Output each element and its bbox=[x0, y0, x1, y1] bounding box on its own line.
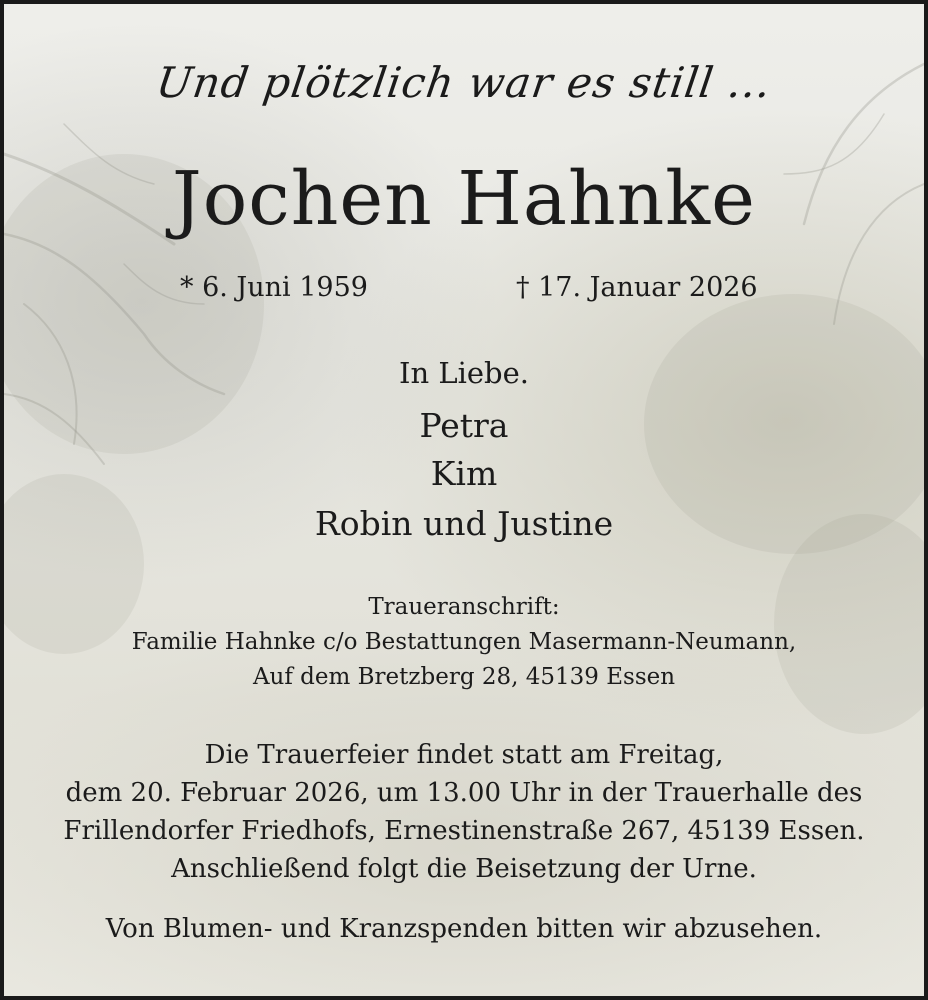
ceremony-line: Anschließend folgt die Beisetzung der Urne. bbox=[171, 854, 757, 884]
address-line: Familie Hahnke c/o Bestattungen Masermann-Neumann, bbox=[131, 629, 797, 655]
address-heading: Traueranschrift: bbox=[368, 594, 560, 620]
family-member: Petra bbox=[419, 406, 509, 445]
address-line: Auf dem Bretzberg 28, 45139 Essen bbox=[252, 664, 676, 690]
ceremony-line: Die Trauerfeier findet statt am Freitag, bbox=[204, 740, 724, 770]
flowers-request: Von Blumen- und Kranzspenden bitten wir abzusehen. bbox=[105, 914, 823, 944]
misty-forest-background bbox=[4, 4, 924, 996]
deceased-name: Jochen Hahnke bbox=[172, 156, 756, 242]
in-love-text: In Liebe. bbox=[399, 356, 529, 390]
death-date: † 17. Januar 2026 bbox=[516, 272, 758, 303]
family-member: Robin und Justine bbox=[314, 504, 614, 543]
ceremony-line: dem 20. Februar 2026, um 13.00 Uhr in der Trauerhalle des bbox=[65, 778, 863, 808]
motto-text: Und plötzlich war es still ... bbox=[153, 58, 775, 107]
ceremony-line: Frillendorfer Friedhofs, Ernestinenstraße 267, 45139 Essen. bbox=[63, 816, 865, 846]
birth-date: * 6. Juni 1959 bbox=[180, 272, 368, 303]
family-member: Kim bbox=[430, 454, 498, 493]
